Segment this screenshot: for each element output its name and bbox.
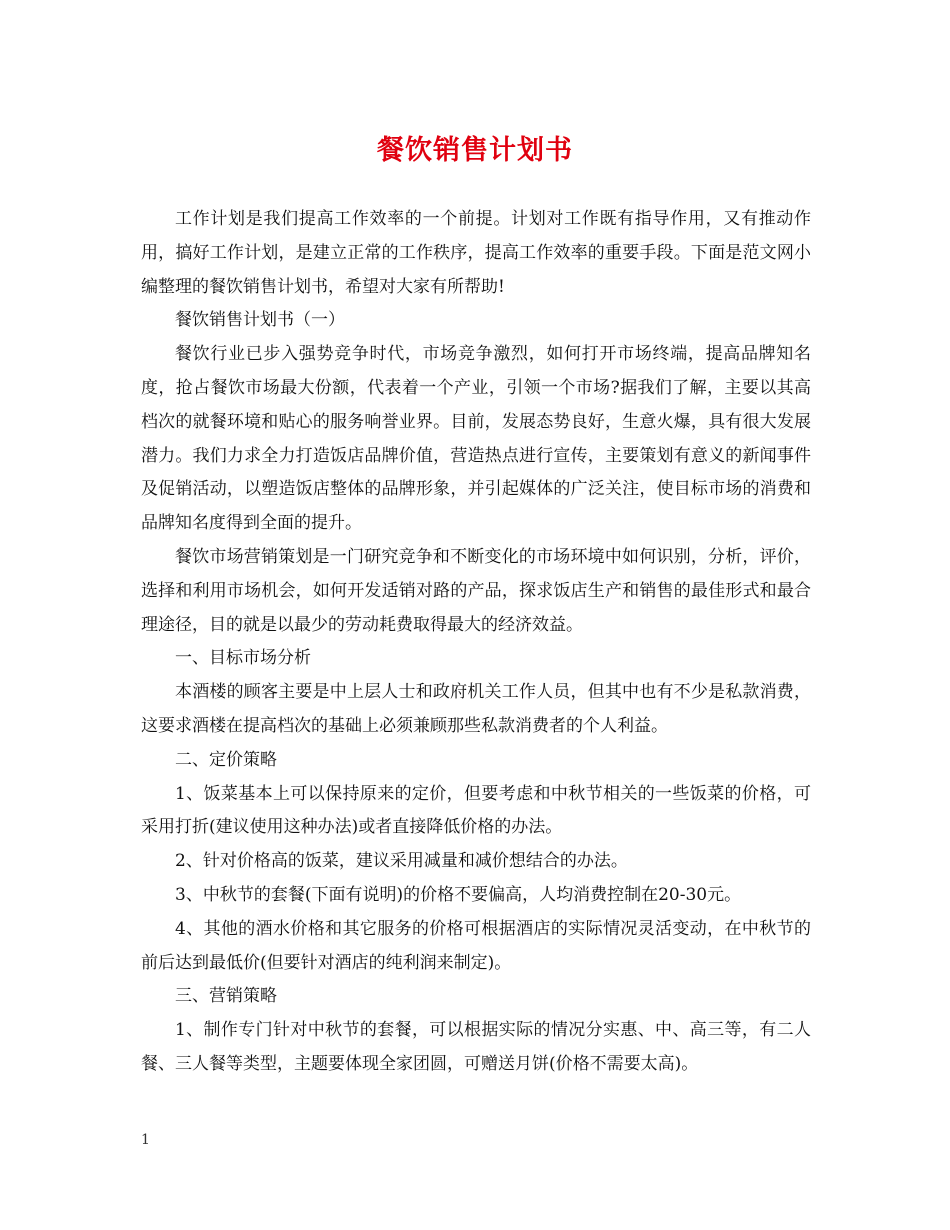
document-body: [141, 203, 811, 1082]
paragraph-intro: 工作计划是我们提高工作效率的一个前提。计划对工作既有指导作用，又有推动作用，搞好工作计划，是建立正常的工作秩序，提高工作效率的重要手段。下面是范文网小编整理的餐饮销售计划书，希望对大家有所帮助!: [141, 209, 811, 297]
paragraph-heading-marketing: 三、营销策略: [175, 986, 277, 1007]
paragraph-list-item: 4、其他的酒水价格和其它服务的价格可根据酒店的实际情况灵活变动，在中秋节的前后达到最低价(但要针对酒店的纯利润来制定)。: [141, 918, 811, 973]
paragraph: 餐饮行业已步入强势竞争时代，市场竞争激烈，如何打开市场终端，提高品牌知名度，抢占餐饮市场最大份额，代表着一个产业，引领一个市场?据我们了解，主要以其高档次的就餐环境和贴心的服务响誉业界。目前，发展态势良好，生意火爆，具有很大发展潜力。我们力求全力打造饭店品牌价值，营造热点进行宣传，主要策划有意义的新闻事件及促销活动，以塑造饭店整体的品牌形象，并引起媒体的广泛关注，使目标市场的消费和品牌知名度得到全面的提升。: [141, 344, 811, 534]
document-title: 餐饮销售计划书: [377, 135, 573, 166]
paragraph-list-item: 1、制作专门针对中秋节的套餐，可以根据实际的情况分实惠、中、高三等，有二人餐、三人餐等类型，主题要体现全家团圆，可赠送月饼(价格不需要太高)。: [141, 1020, 811, 1074]
paragraph-section-heading: 餐饮销售计划书（一）: [175, 310, 345, 331]
paragraph: 餐饮市场营销策划是一门研究竞争和不断变化的市场环境中如何识别，分析，评价，选择和利用市场机会，如何开发适销对路的产品，探求饭店生产和销售的最佳形式和最合理途径，目的就是以最少的劳动耗费取得最大的经济效益。: [141, 546, 811, 635]
paragraph-list-item: 1、饭菜基本上可以保持原来的定价，但要考虑和中秋节相关的一些饭菜的价格，可采用打折(建议使用这种办法)或者直接降低价格的办法。: [141, 783, 811, 838]
paragraph-list-item: 3、中秋节的套餐(下面有说明)的价格不要偏高，人均消费控制在20-30元。: [175, 884, 742, 905]
paragraph: 本酒楼的顾客主要是中上层人士和政府机关工作人员，但其中也有不少是私款消费，这要求酒楼在提高档次的基础上必须兼顾那些私款消费者的个人利益。: [141, 682, 811, 736]
paragraph-heading-pricing: 二、定价策略: [175, 749, 277, 770]
paragraph-heading-target-market: 一、目标市场分析: [175, 648, 311, 669]
paragraph-list-item: 2、针对价格高的饭菜，建议采用减量和减价想结合的办法。: [175, 851, 628, 872]
page-number: 1: [141, 1132, 150, 1148]
